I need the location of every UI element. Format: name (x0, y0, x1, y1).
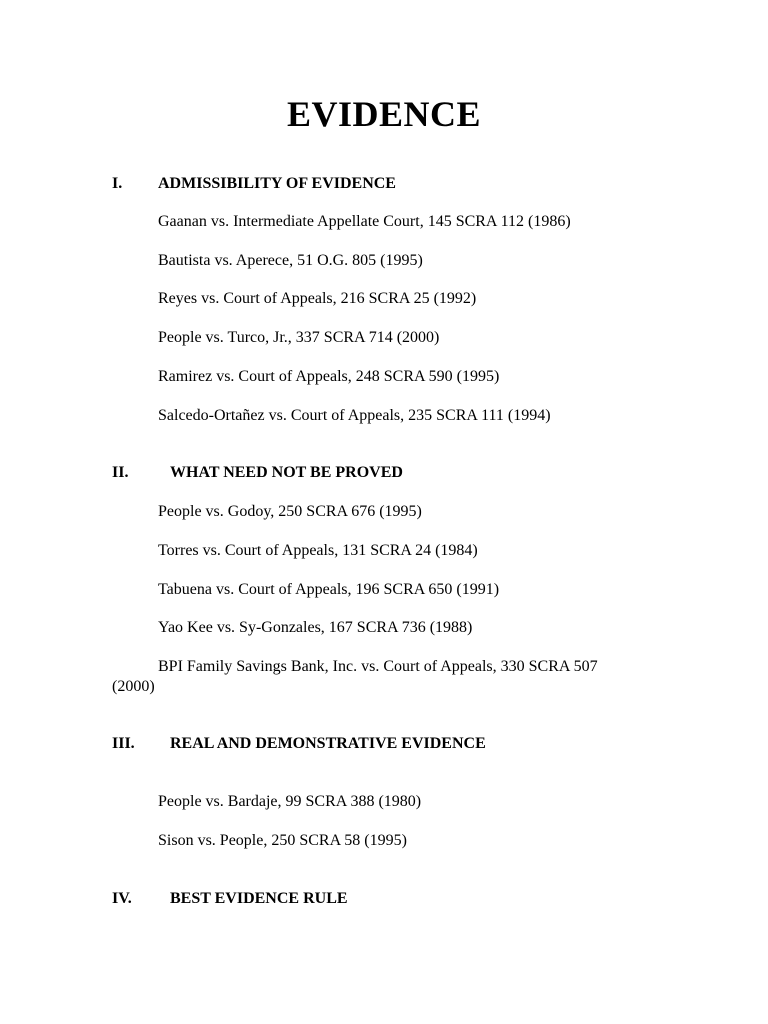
case-citation: Gaanan vs. Intermediate Appellate Court, 145 SCRA 112 (1986) (158, 213, 571, 230)
case-citation: Torres vs. Court of Appeals, 131 SCRA 24 (1984) (158, 542, 478, 559)
case-citation: Salcedo-Ortañez vs. Court of Appeals, 235 SCRA 111 (1994) (158, 407, 551, 424)
case-citation: People vs. Bardaje, 99 SCRA 388 (1980) (158, 793, 422, 810)
case-citation: Sison vs. People, 250 SCRA 58 (1995) (158, 832, 407, 849)
case-citation: Tabuena vs. Court of Appeals, 196 SCRA 650 (1991) (158, 581, 500, 598)
section-title: WHAT NEED NOT BE PROVED (170, 464, 403, 481)
case-citation: People vs. Turco, Jr., 337 SCRA 714 (2000) (158, 329, 440, 346)
section-number: II. (112, 464, 129, 481)
section-number: IV. (112, 890, 132, 907)
document-title: EVIDENCE (286, 94, 482, 134)
case-citation: Reyes vs. Court of Appeals, 216 SCRA 25 (1992) (158, 290, 477, 307)
case-citation: Yao Kee vs. Sy-Gonzales, 167 SCRA 736 (1988) (158, 619, 473, 636)
section-title: ADMISSIBILITY OF EVIDENCE (158, 175, 396, 192)
section-title: BEST EVIDENCE RULE (170, 890, 348, 907)
case-citation: BPI Family Savings Bank, Inc. vs. Court of Appeals, 330 SCRA 507 (2000) (112, 658, 598, 695)
case-citation: Bautista vs. Aperece, 51 O.G. 805 (1995) (158, 252, 423, 269)
section-number: I. (112, 175, 123, 192)
case-citation: Ramirez vs. Court of Appeals, 248 SCRA 590 (1995) (158, 368, 500, 385)
section-title: REAL AND DEMONSTRATIVE EVIDENCE (170, 735, 486, 752)
section-number: III. (112, 735, 135, 752)
case-citation: People vs. Godoy, 250 SCRA 676 (1995) (158, 503, 422, 520)
